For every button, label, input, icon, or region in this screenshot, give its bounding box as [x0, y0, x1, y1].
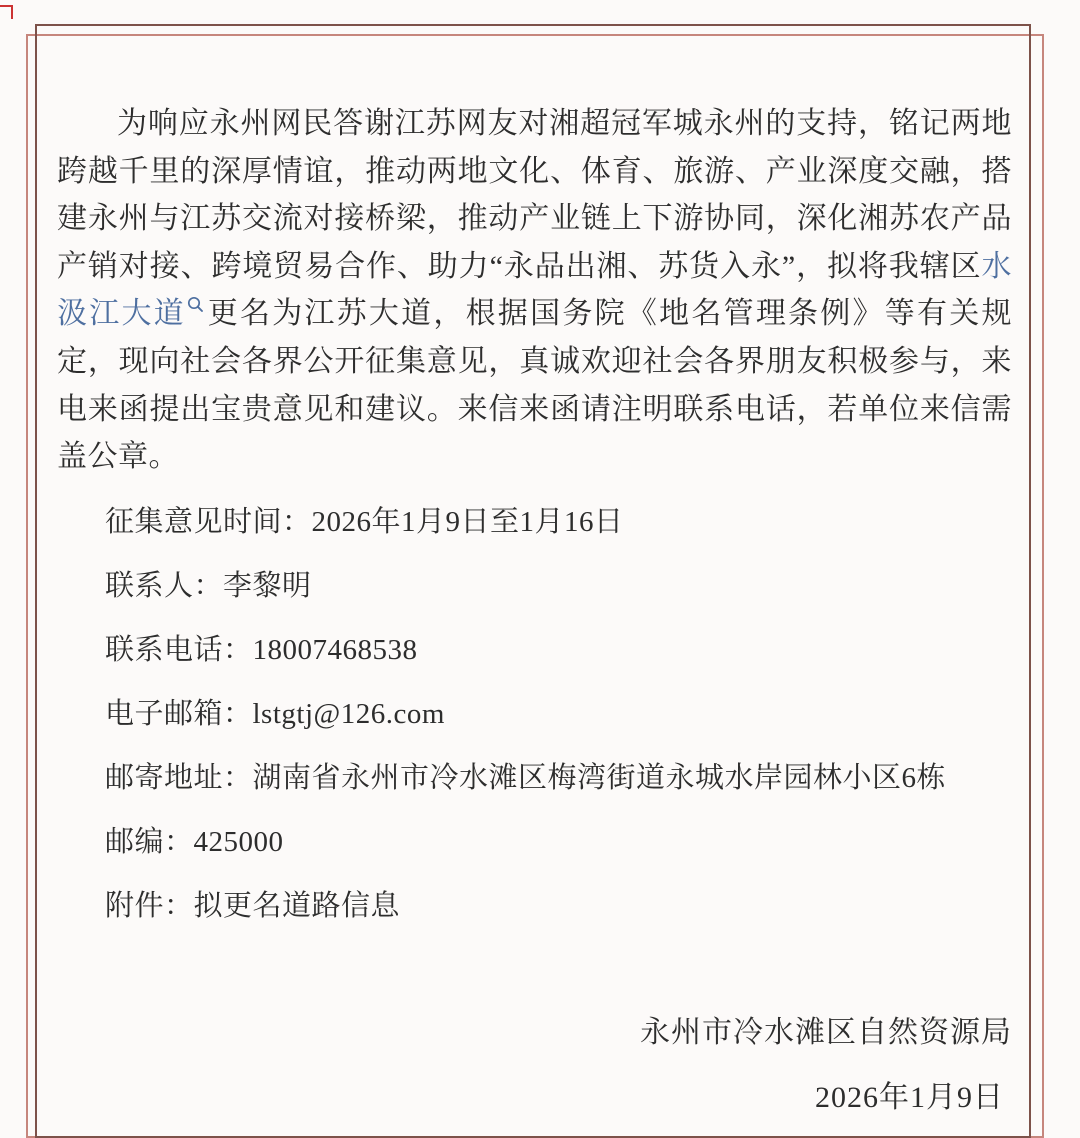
detail-line-contact-person: 联系人：李黎明	[105, 569, 312, 602]
paragraph-text-before-link: 为响应永州网民答谢江苏网友对湘超冠军城永州的支持，铭记两地跨越千里的深厚情谊，推动两地文化、体育、旅游、产业深度交融，搭建永州与江苏交流对接桥梁，推动产业链上下游协同，深化湘苏农产品产销对接、跨境贸易合作、助力“永品出湘、苏货入永”，拟将我辖区	[57, 107, 1012, 283]
notice-body	[57, 70, 1012, 1119]
detail-line-postcode: 邮编：425000	[105, 825, 284, 858]
notice-paragraph	[57, 100, 1012, 481]
detail-line-collection-period: 征集意见时间：2026年1月9日至1月16日	[105, 505, 624, 538]
paragraph-text-after-link: 更名为江苏大道，根据国务院《地名管理条例》等有关规定，现向社会各界公开征集意见，真诚欢迎社会各界朋友积极参与，来电来函提出宝贵意见和建议。来信来函请注明联系电话，若单位来信需盖公章。	[57, 297, 1013, 474]
detail-line-email: 电子邮箱：lstgtj@126.com	[105, 697, 445, 730]
detail-line-attachment: 附件：拟更名道路信息	[105, 889, 401, 922]
signature-date: 2026年1月9日	[815, 1080, 1004, 1114]
signature-organization: 永州市冷水滩区自然资源局	[640, 1015, 1012, 1049]
crop-corner-mark	[0, 5, 13, 19]
road-name-link[interactable]: 水汲江大道	[57, 249, 1012, 331]
signature-block	[57, 1012, 1012, 1119]
search-icon[interactable]	[187, 296, 204, 313]
detail-line-phone: 联系电话：18007468538	[105, 633, 418, 666]
detail-list	[57, 502, 1012, 926]
detail-line-mail-address: 邮寄地址：湖南省永州市冷水滩区梅湾街道永城水岸园林小区6栋	[105, 761, 947, 794]
